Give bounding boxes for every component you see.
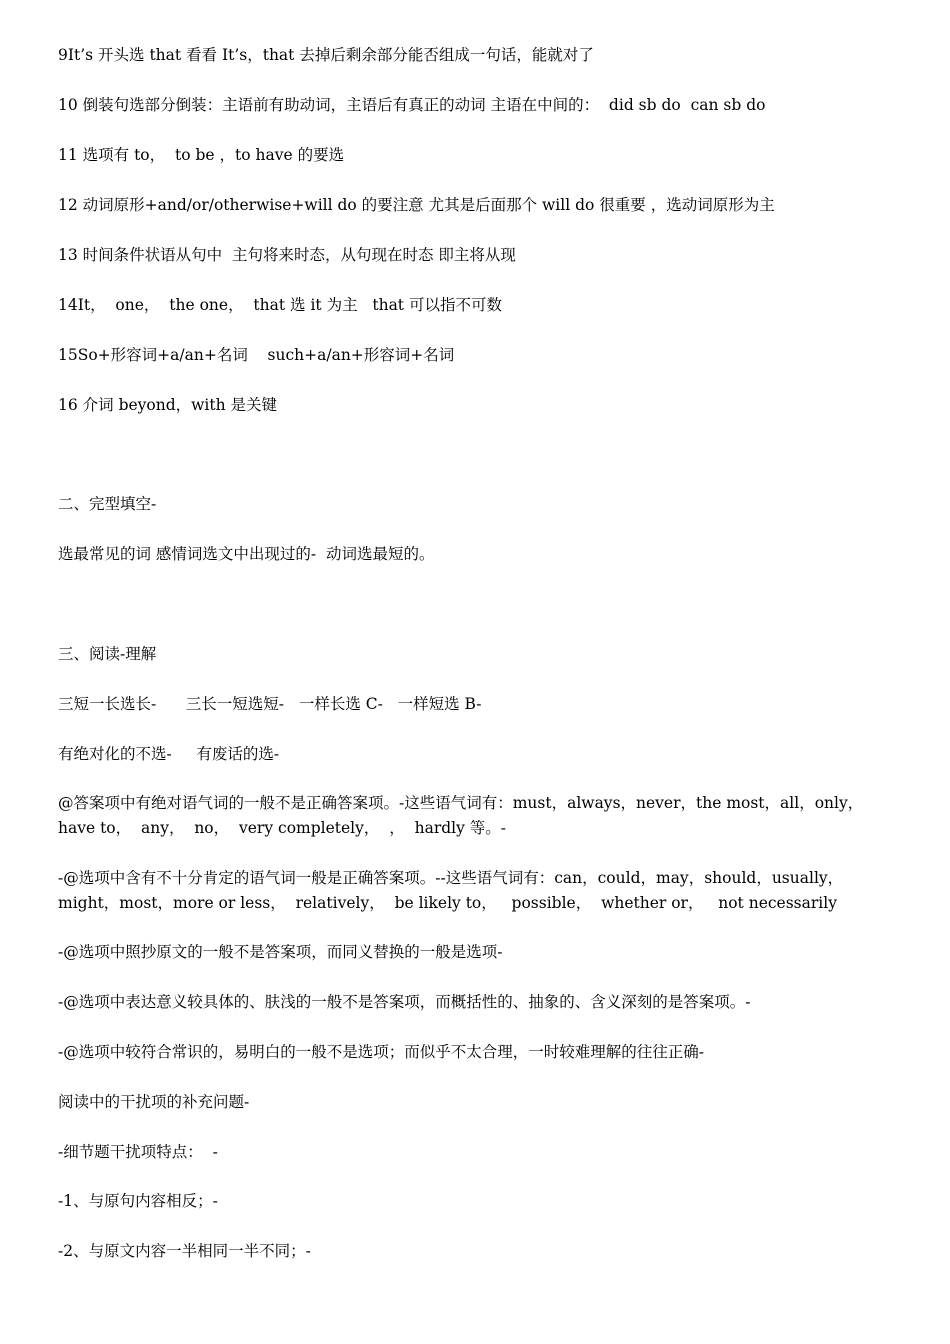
section-heading-reading: 三、阅读-理解	[58, 645, 157, 663]
reading-absolute-words: @答案项中有绝对语气词的一般不是正确答案项。-这些语气词有：must，always，never，the most，all，only，have to， any， no， very completely， ， hardly 等。-	[58, 794, 864, 837]
rule-10-partial-inversion: 10 倒装句选部分倒装：主语前有助动词，主语后有真正的动词 主语在中间的： did sb do can sb do	[58, 96, 766, 114]
reading-length-tip: 三短一长选长- 三长一短选短- 一样长选 C- 一样短选 B-	[58, 695, 482, 713]
reading-abstract-tip: -@选项中表达意义较具体的、肤浅的一般不是答案项，而概括性的、抽象的、含义深刻的是答案项。-	[58, 993, 751, 1011]
rule-9-its-opening: 9It’s 开头选 that 看看 It’s，that 去掉后剩余部分能否组成一句话，能就对了	[58, 46, 594, 64]
rule-13-time-clause: 13 时间条件状语从句中 主句将来时态，从句现在时态 即主将从现	[58, 246, 516, 264]
rule-14-it-one: 14It， one， the one， that 选 it 为主 that 可以指不可数	[58, 296, 502, 314]
distractor-point-2: -2、与原文内容一半相同一半不同；-	[58, 1242, 311, 1260]
cloze-tip: 选最常见的词 感情词选文中出现过的- 动词选最短的。	[58, 545, 435, 563]
reading-distractor-heading: 阅读中的干扰项的补充问题-	[58, 1093, 250, 1111]
section-heading-cloze: 二、完型填空-	[58, 495, 157, 513]
reading-absolute-tip: 有绝对化的不选- 有废话的选-	[58, 745, 280, 763]
distractor-point-1: -1、与原句内容相反；-	[58, 1192, 218, 1210]
reading-uncertain-words: -@选项中含有不十分肯定的语气词一般是正确答案项。--这些语气词有：can，could，may，should，usually，might，most，more or less， relatively， be likely to， possible， whether or， not necessarily	[58, 869, 844, 912]
reading-common-sense-tip: -@选项中较符合常识的，易明白的一般不是选项；而似乎不太合理，一时较难理解的往往正确-	[58, 1043, 704, 1061]
rule-11-to-be-to-have: 11 选项有 to， to be ，to have 的要选	[58, 146, 345, 164]
detail-distractor-heading: -细节题干扰项特点： -	[58, 1143, 218, 1161]
rule-15-so-such: 15So+形容词+a/an+名词 such+a/an+形容词+名词	[58, 346, 455, 364]
reading-copy-tip: -@选项中照抄原文的一般不是答案项，而同义替换的一般是选项-	[58, 943, 503, 961]
rule-16-prepositions: 16 介词 beyond，with 是关键	[58, 396, 278, 414]
rule-12-imperative-will-do: 12 动词原形+and/or/otherwise+will do 的要注意 尤其是后面那个 will do 很重要 ，选动词原形为主	[58, 196, 775, 214]
